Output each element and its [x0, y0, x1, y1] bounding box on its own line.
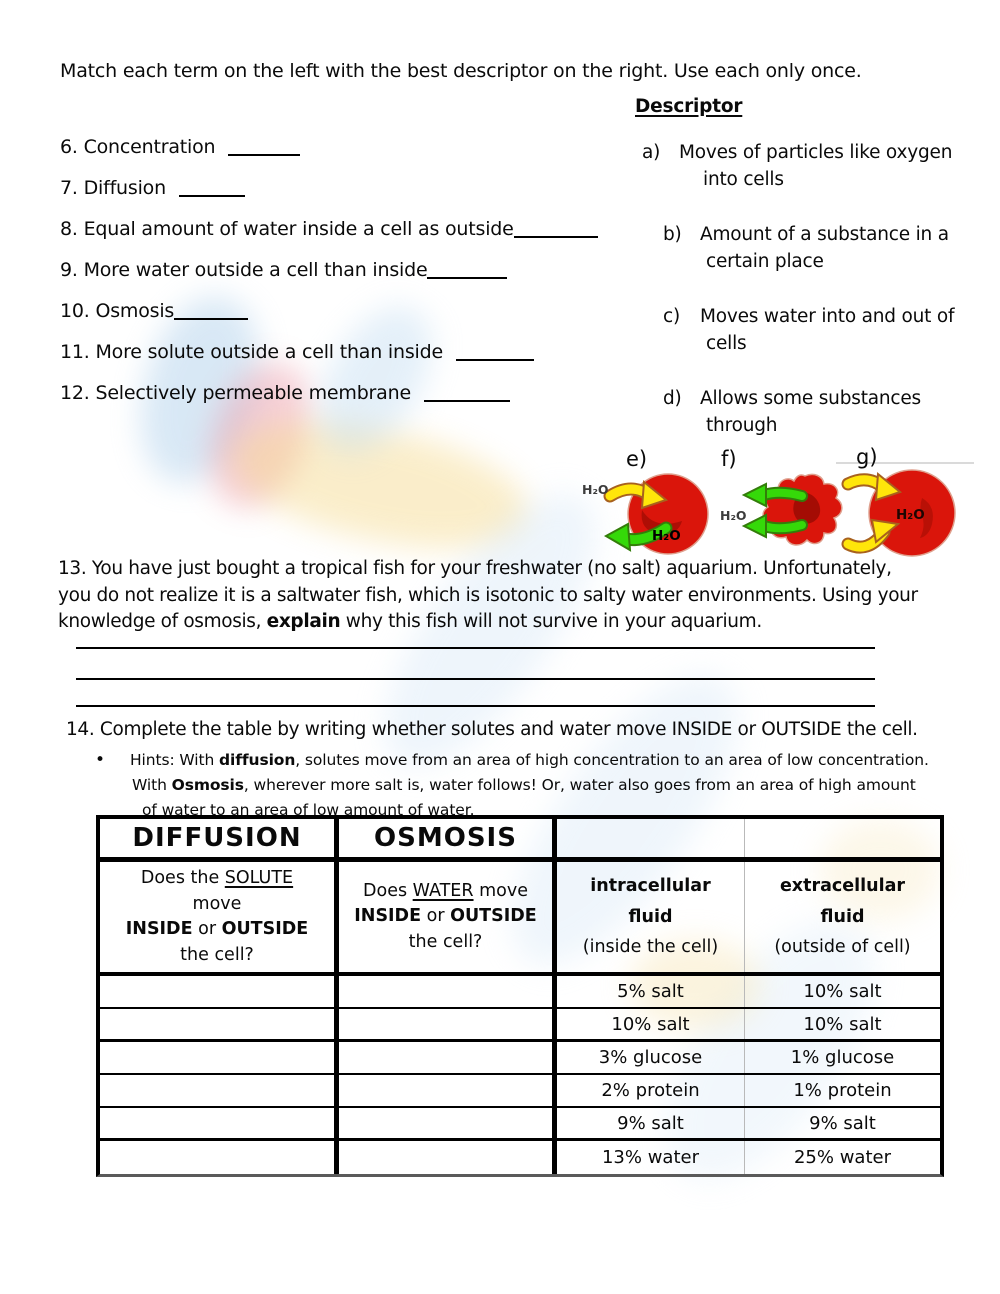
diffusion-answer-cell	[100, 1009, 339, 1039]
answer-blank	[427, 260, 507, 279]
answer-blank	[179, 178, 245, 197]
empty-header-cell	[745, 819, 940, 857]
question-14-prompt: 14. Complete the table by writing whether solutes and water move INSIDE or OUTSIDE the cell.	[66, 719, 918, 740]
cell-diagram-f	[710, 470, 845, 552]
arrowhead	[744, 515, 766, 537]
diffusion-answer-cell	[100, 1141, 339, 1174]
h2o-label: H₂O	[720, 508, 747, 523]
bullet-icon: •	[95, 750, 105, 770]
hint-line: of water to an area of low amount of water.	[142, 801, 475, 819]
descriptor-item	[642, 140, 964, 193]
descriptor-list	[632, 96, 964, 439]
osmosis-answer-cell	[339, 976, 557, 1007]
table-row	[100, 1009, 940, 1042]
cell-diagram-g	[840, 462, 972, 558]
descriptor-text: Allows some substances through	[700, 388, 921, 436]
diffusion-subheader: Does the SOLUTE move INSIDE or OUTSIDE the cell?	[100, 862, 339, 972]
answer-line	[76, 705, 875, 707]
h2o-label: H₂O	[896, 507, 925, 523]
extracellular-value: 1% glucose	[790, 1047, 895, 1068]
term-row	[60, 216, 598, 257]
term-label: 12. Selectively permeable membrane	[60, 382, 411, 404]
intracellular-value: 9% salt	[557, 1108, 745, 1138]
answer-line	[76, 647, 875, 649]
descriptor-item	[663, 222, 964, 275]
term-label: 10. Osmosis	[60, 300, 175, 322]
term-label: 11. More solute outside a cell than inside	[60, 341, 443, 363]
term-row	[60, 380, 598, 421]
term-row	[60, 298, 598, 339]
extracellular-value: 25% water	[793, 1147, 891, 1168]
osmosis-answer-cell	[339, 1042, 557, 1073]
watermark-blob	[222, 400, 538, 570]
descriptor-text: Amount of a substance in a certain place	[700, 224, 949, 272]
answer-blank	[174, 301, 248, 320]
term-label: 6. Concentration	[60, 136, 216, 158]
movement-table	[96, 815, 944, 1177]
diffusion-column-title: DIFFUSION	[100, 819, 339, 857]
answer-blank	[424, 383, 510, 402]
arrowhead	[606, 524, 630, 550]
term-label: 9. More water outside a cell than inside	[60, 259, 428, 281]
extracellular-value: 1% protein	[793, 1080, 892, 1101]
extracellular-value: 10% salt	[803, 981, 882, 1002]
diffusion-answer-cell	[100, 1042, 339, 1073]
descriptor-letter: b)	[663, 224, 682, 245]
osmosis-subheader: Does WATER move INSIDE or OUTSIDE the cell?	[339, 862, 557, 972]
intracellular-value: 10% salt	[557, 1009, 745, 1039]
table-subheader-row	[100, 862, 940, 976]
extracellular-subheader: extracellular fluid (outside of cell)	[774, 876, 911, 958]
descriptor-text: Moves of particles like oxygen into cells	[679, 142, 953, 190]
term-row	[60, 134, 598, 175]
option-letter-f: f)	[721, 447, 737, 471]
extracellular-value: 9% salt	[809, 1112, 876, 1134]
question-13-line: you do not realize it is a saltwater fish, which is isotonic to salty water environments. Using your	[58, 584, 918, 606]
h2o-label: H₂O	[582, 482, 609, 497]
osmosis-answer-cell	[339, 1141, 557, 1174]
table-row	[100, 976, 940, 1009]
term-label: 8. Equal amount of water inside a cell as outside	[60, 218, 514, 240]
question-13-line: knowledge of osmosis, explain why this fish will not survive in your aquarium.	[58, 611, 762, 632]
osmosis-column-title: OSMOSIS	[339, 819, 557, 857]
arrowhead	[744, 484, 766, 506]
descriptor-letter: d)	[663, 388, 682, 409]
option-letter-g: g)	[856, 445, 878, 469]
hint-line: Hints: With diffusion, solutes move from an area of high concentration to an area of low concentration.	[130, 751, 929, 769]
descriptor-letter: a)	[642, 142, 661, 163]
intracellular-value: 2% protein	[557, 1075, 745, 1106]
table-row	[100, 1141, 940, 1174]
diffusion-answer-cell	[100, 1075, 339, 1106]
table-row	[100, 1042, 940, 1075]
intracellular-value: 5% salt	[557, 976, 745, 1007]
h2o-label: H₂O	[652, 528, 681, 544]
intracellular-subheader: intracellular fluid (inside the cell)	[557, 862, 745, 972]
option-letter-e: e)	[626, 447, 648, 471]
osmosis-answer-cell	[339, 1009, 557, 1039]
intracellular-value: 3% glucose	[557, 1042, 745, 1073]
answer-line	[76, 678, 875, 680]
table-row	[100, 1075, 940, 1108]
question-13	[58, 556, 918, 636]
intracellular-value: 13% water	[557, 1141, 745, 1174]
osmosis-answer-cell	[339, 1108, 557, 1138]
descriptor-heading: Descriptor	[635, 96, 743, 117]
descriptor-letter: c)	[663, 306, 680, 327]
terms-list	[60, 134, 598, 421]
extracellular-value: 10% salt	[803, 1013, 882, 1035]
empty-header-cell	[557, 819, 745, 857]
term-row	[60, 339, 598, 380]
question-13-line: 13. You have just bought a tropical fish for your freshwater (no salt) aquarium. Unfortunately,	[58, 558, 892, 579]
answer-blank	[456, 342, 534, 361]
answer-blank	[514, 219, 598, 238]
term-row	[60, 257, 598, 298]
osmosis-answer-cell	[339, 1075, 557, 1106]
table-title-row	[100, 819, 940, 862]
hint-line: With Osmosis, wherever more salt is, water follows! Or, water also goes from an area of high amount	[132, 776, 916, 794]
descriptor-item	[663, 386, 964, 439]
table-row	[100, 1108, 940, 1141]
instructions-text: Match each term on the left with the best descriptor on the right. Use each only once.	[60, 60, 862, 82]
answer-blank	[228, 137, 300, 156]
term-row	[60, 175, 598, 216]
hints-block	[95, 748, 929, 823]
diffusion-answer-cell	[100, 1108, 339, 1138]
diffusion-answer-cell	[100, 976, 339, 1007]
cell-diagram-e	[570, 468, 710, 556]
term-label: 7. Diffusion	[60, 177, 166, 199]
descriptor-item	[663, 304, 964, 357]
descriptor-text: Moves water into and out of cells	[700, 306, 955, 354]
